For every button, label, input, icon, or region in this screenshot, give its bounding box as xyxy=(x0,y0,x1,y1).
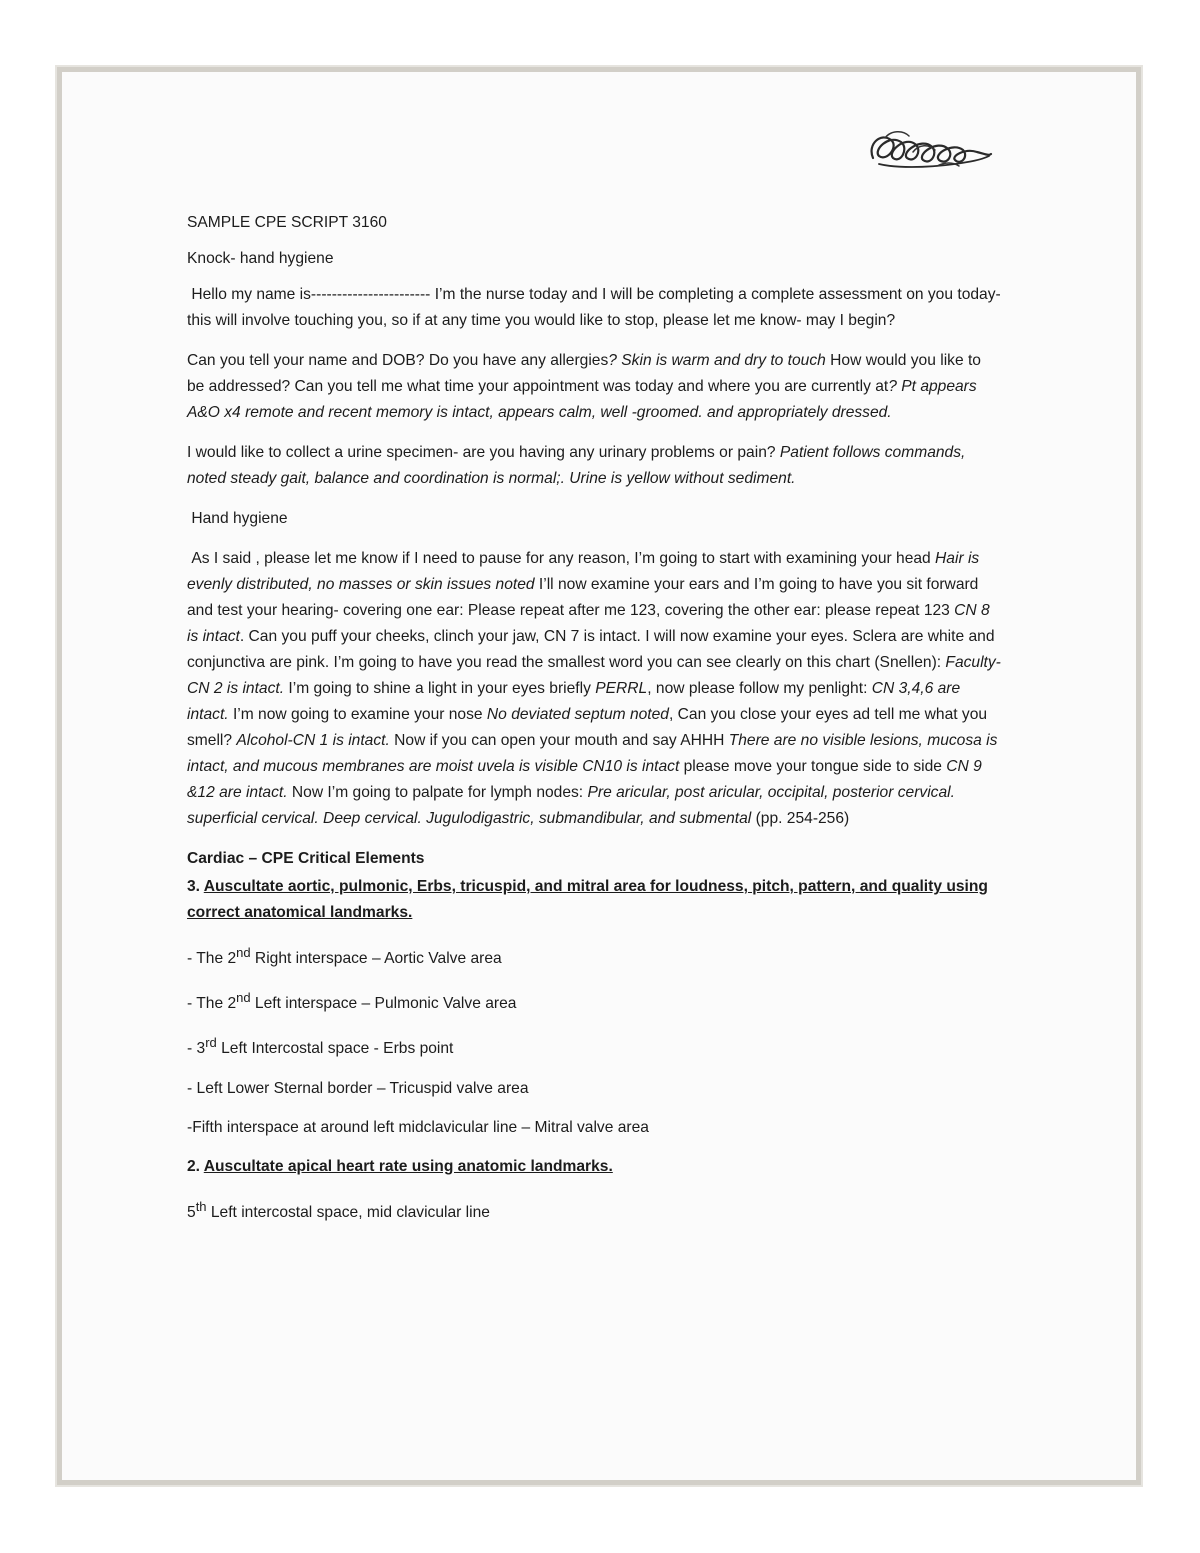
ordinal-suffix: th xyxy=(195,1198,207,1214)
urine-finding: Patient follows commands, noted steady gait, balance and coordination is normal;. Urine is yellow without sediment. xyxy=(187,444,966,487)
hand-hygiene-text: Hand hygiene xyxy=(191,510,288,527)
landmark-prefix: - Left Lower Sternal border – Tricuspid valve area xyxy=(187,1079,529,1097)
landmark-prefix: - The 2 xyxy=(187,995,237,1013)
ordinal-suffix: nd xyxy=(236,990,251,1006)
exam-text: I’m going to shine a light in your eyes briefly xyxy=(284,680,596,697)
ordinal-suffix: rd xyxy=(205,1035,217,1051)
exam-text: please move your tongue side to side xyxy=(679,758,947,775)
cardiac-heading: Cardiac – CPE Critical Elements xyxy=(187,850,425,867)
identity-finding: ? Skin is warm and dry to touch xyxy=(608,352,826,369)
handwritten-signature xyxy=(865,122,995,178)
page-reference: (pp. 254-256) xyxy=(751,810,850,827)
item-text: Auscultate aortic, pulmonic, Erbs, tricuspid, and mitral area for loudness, pitch, pattern, and quality using correct anatomical landmarks. xyxy=(187,878,988,921)
exam-finding: PERRL xyxy=(595,680,648,697)
orientation-finding: ? Pt appears A&O x4 remote and recent memory is intact, appears calm, well -groomed. and appropriately dressed. xyxy=(187,378,977,421)
landmark-item xyxy=(187,985,1002,1017)
exam-text: , Can you close your eyes ad tell me what you smell? xyxy=(187,706,988,749)
landmark-item xyxy=(187,1076,1002,1102)
exam-text: Now I’m going to palpate for lymph nodes: xyxy=(287,784,588,801)
identity-paragraph xyxy=(187,348,1002,426)
apical-prefix: 5 xyxy=(187,1203,196,1221)
urine-question: I would like to collect a urine specimen- are you having any urinary problems or pain? xyxy=(187,444,780,461)
exam-finding: CN 8 is intact xyxy=(187,602,990,645)
document-body xyxy=(187,210,1002,1240)
ordinal-suffix: nd xyxy=(236,945,251,960)
critical-element-2 xyxy=(187,1154,1002,1180)
landmark-prefix: -Fifth interspace at around left midclavicular line – Mitral valve area xyxy=(187,1118,649,1136)
orientation-question: How would you like to be addressed? Can you tell me what time your appointment was today and where you are currently at xyxy=(187,352,981,395)
exam-finding: Alcohol-CN 1 is intact. xyxy=(236,732,390,749)
exam-text: , now please follow my penlight: xyxy=(647,680,872,697)
exam-finding: No deviated septum noted xyxy=(486,706,669,723)
exam-text: As I said , please let me know if I need to pause for any reason, I’m going to start with examining your head xyxy=(191,550,936,567)
landmark-text: Right interspace – Aortic Valve area xyxy=(250,950,502,968)
apical-landmark xyxy=(187,1194,1002,1226)
landmark-item xyxy=(187,1030,1002,1062)
landmark-item xyxy=(187,1115,1002,1141)
exam-paragraph xyxy=(187,546,1002,832)
exam-text: I’m now going to examine your nose xyxy=(228,706,487,723)
exam-finding: Hair is evenly distributed, no masses or skin issues noted xyxy=(187,550,980,593)
hand-hygiene-line xyxy=(187,506,1002,532)
document-title: SAMPLE CPE SCRIPT 3160 xyxy=(187,214,387,231)
exam-text: Now if you can open your mouth and say AHHH xyxy=(389,732,729,749)
critical-element-3 xyxy=(187,874,1002,926)
apical-text: Left intercostal space, mid clavicular line xyxy=(206,1203,490,1221)
landmark-prefix: - The 2 xyxy=(187,950,237,968)
landmark-prefix: - 3 xyxy=(187,1040,206,1058)
exam-finding: Faculty-CN 2 is intact. xyxy=(187,654,1001,697)
exam-finding: CN 9 &12 are intact. xyxy=(187,758,982,801)
landmark-item xyxy=(187,940,1002,972)
landmark-text: Left interspace – Pulmonic Valve area xyxy=(250,995,517,1013)
landmark-list xyxy=(187,940,1002,1141)
item-text: Auscultate apical heart rate using anatomic landmarks. xyxy=(203,1157,613,1175)
exam-finding: CN 3,4,6 are intact. xyxy=(187,680,961,723)
urine-paragraph xyxy=(187,440,1002,492)
intro-paragraph xyxy=(187,282,1002,334)
exam-finding: There are no visible lesions, mucosa is intact, and mucous membranes are moist uvela is visible CN10 is intact xyxy=(187,732,998,775)
exam-text: I’ll now examine your ears and I’m going to have you sit forward and test your hearing- covering one ear: Please repeat after me 123, covering the other ear: please repeat 123 xyxy=(187,576,979,619)
identity-question: Can you tell your name and DOB? Do you have any allergies xyxy=(187,352,609,369)
knock-line: Knock- hand hygiene xyxy=(187,250,334,267)
exam-text: . Can you puff your cheeks, clinch your jaw, CN 7 is intact. I will now examine your eyes. Sclera are white and conjunctiva are pink. I’m going to have you read the smallest word you can see clearly on this chart (Snellen): xyxy=(187,628,995,671)
item-number: 3. xyxy=(187,878,204,895)
intro-text: Hello my name is----------------------- I’m the nurse today and I will be completing a complete assessment on you today- this will involve touching you, so if at any time you would like to stop, please let me know- may I begin? xyxy=(187,286,1001,329)
item-number: 2. xyxy=(187,1157,204,1175)
landmark-text: Left Intercostal space - Erbs point xyxy=(216,1040,454,1058)
lymph-node-list: Pre aricular, post aricular, occipital, posterior cervical. superficial cervical. Deep cervical. Jugulodigastric, submandibular, and submental xyxy=(187,784,955,827)
